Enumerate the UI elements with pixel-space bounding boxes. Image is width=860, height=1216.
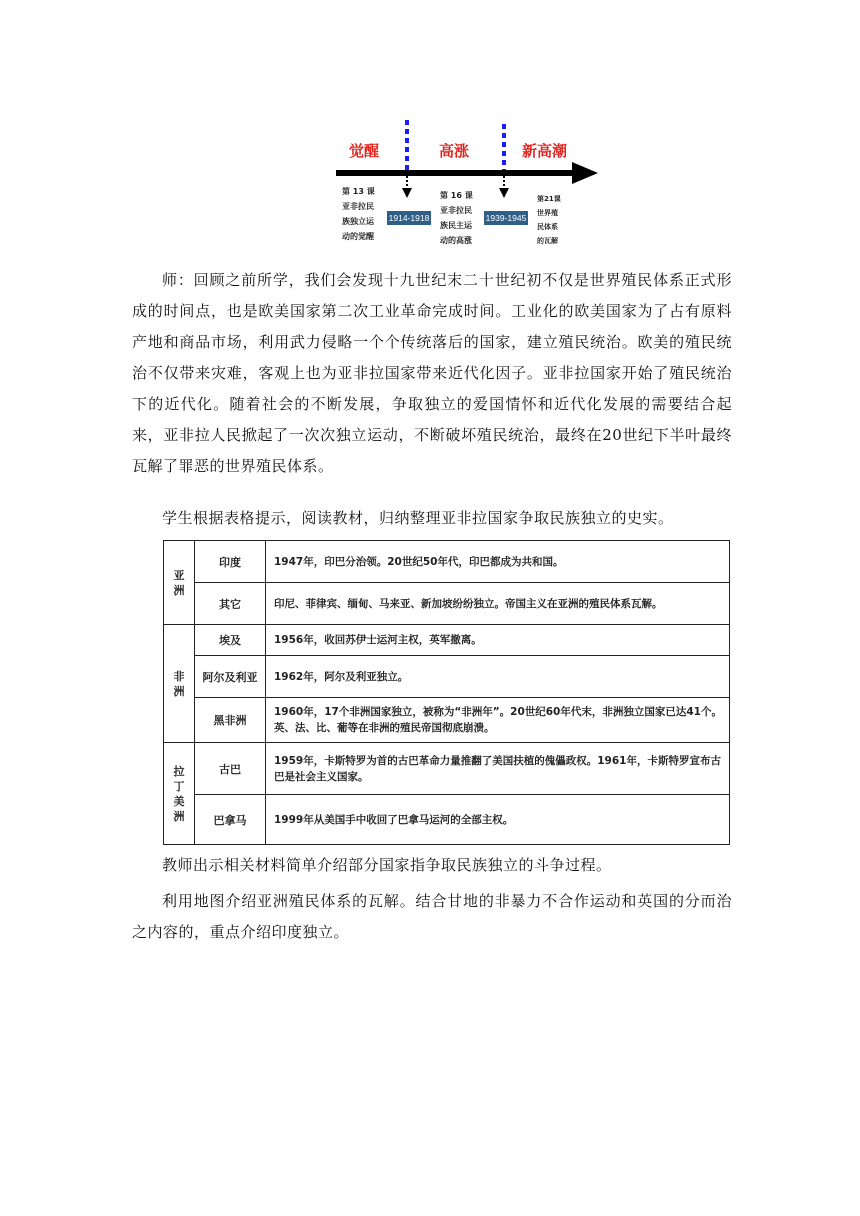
phase-upsurge: 高涨 [439, 142, 470, 160]
lesson-16-label: 第 16 课 亚非拉民 族民主运 动的高涨 [440, 191, 473, 245]
country-cell: 其它 [195, 583, 266, 625]
pointer-arrow-1 [402, 188, 412, 198]
country-cell: 阿尔及利亚 [195, 656, 266, 698]
table-row [164, 583, 730, 625]
independence-table [163, 540, 730, 845]
phase-awakening: 觉醒 [349, 142, 380, 160]
region-africa [164, 625, 195, 743]
country-cell: 印度 [195, 541, 266, 583]
region-asia-label: 亚 洲 [173, 568, 185, 597]
event-cell: 1956年，收回苏伊士运河主权，英军撤离。 [266, 625, 730, 656]
region-africa-label: 非 洲 [173, 669, 185, 698]
country-cell: 黑非洲 [195, 698, 266, 743]
event-cell: 印尼、菲律宾、缅甸、马来亚、新加坡纷纷独立。帝国主义在亚洲的殖民体系瓦解。 [266, 583, 730, 625]
table-row [164, 656, 730, 698]
period-box-1914-1918: 1914-1918 [388, 213, 430, 223]
phase-new-climax: 新高潮 [522, 142, 568, 160]
table-row [164, 541, 730, 583]
lesson-13-label: 第 13 课 亚非拉民 族独立运 动的觉醒 [342, 187, 375, 241]
period-box-1939-1945: 1939-1945 [485, 213, 527, 223]
event-cell: 1962年，阿尔及利亚独立。 [266, 656, 730, 698]
map-intro-paragraph: 利用地图介绍亚洲殖民体系的瓦解。结合甘地的非暴力不合作运动和英国的分而治之内容的，重点介绍印度独立。 [132, 892, 732, 941]
timeline-diagram [336, 118, 600, 258]
event-cell: 1960年，17个非洲国家独立，被称为“非洲年”。20世纪60年代末，非洲独立国家已达41个。英、法、比、葡等在非洲的殖民帝国彻底崩溃。 [266, 698, 730, 743]
timeline-arrowhead [572, 162, 598, 184]
table-row [164, 625, 730, 656]
teacher-review-paragraph: 师：回顾之前所学，我们会发现十九世纪末二十世纪初不仅是世界殖民体系正式形成的时间点，也是欧美国家第二次工业革命完成时间。工业化的欧美国家为了占有原料产地和商品市场，利用武力侵略一个个传统落后的国家，建立殖民统治。欧美的殖民统治不仅带来灾难，客观上也为亚非拉国家带来近代化因子。亚非拉国家开始了殖民统治下的近代化。随着社会的不断发展，争取独立的爱国情怀和近代化发展的需要结合起来，亚非拉人民掀起了一次次独立运动，不断破坏殖民统治，最终在20世纪下半叶最终瓦解了罪恶的世界殖民体系。 [132, 271, 732, 475]
event-cell: 1947年，印巴分治领。20世纪50年代，印巴都成为共和国。 [266, 541, 730, 583]
event-cell: 1999年从美国手中收回了巴拿马运河的全部主权。 [266, 795, 730, 845]
pointer-arrow-2 [499, 188, 509, 198]
country-cell: 巴拿马 [195, 795, 266, 845]
table-row [164, 795, 730, 845]
student-task-paragraph: 学生根据表格提示，阅读教材，归纳整理亚非拉国家争取民族独立的史实。 [162, 509, 674, 527]
region-latin-america [164, 743, 195, 845]
region-asia [164, 541, 195, 625]
country-cell: 古巴 [195, 743, 266, 795]
event-cell: 1959年，卡斯特罗为首的古巴革命力量推翻了美国扶植的傀儡政权。1961年，卡斯特罗宣布古巴是社会主义国家。 [266, 743, 730, 795]
lesson-21-label: 第21课 世界殖 民体系 的瓦解 [537, 195, 561, 245]
teacher-materials-paragraph: 教师出示相关材料简单介绍部分国家指争取民族独立的斗争过程。 [162, 856, 612, 874]
country-cell: 埃及 [195, 625, 266, 656]
table-row [164, 698, 730, 743]
table-row [164, 743, 730, 795]
region-latin-america-label: 拉 丁 美 洲 [173, 764, 185, 823]
